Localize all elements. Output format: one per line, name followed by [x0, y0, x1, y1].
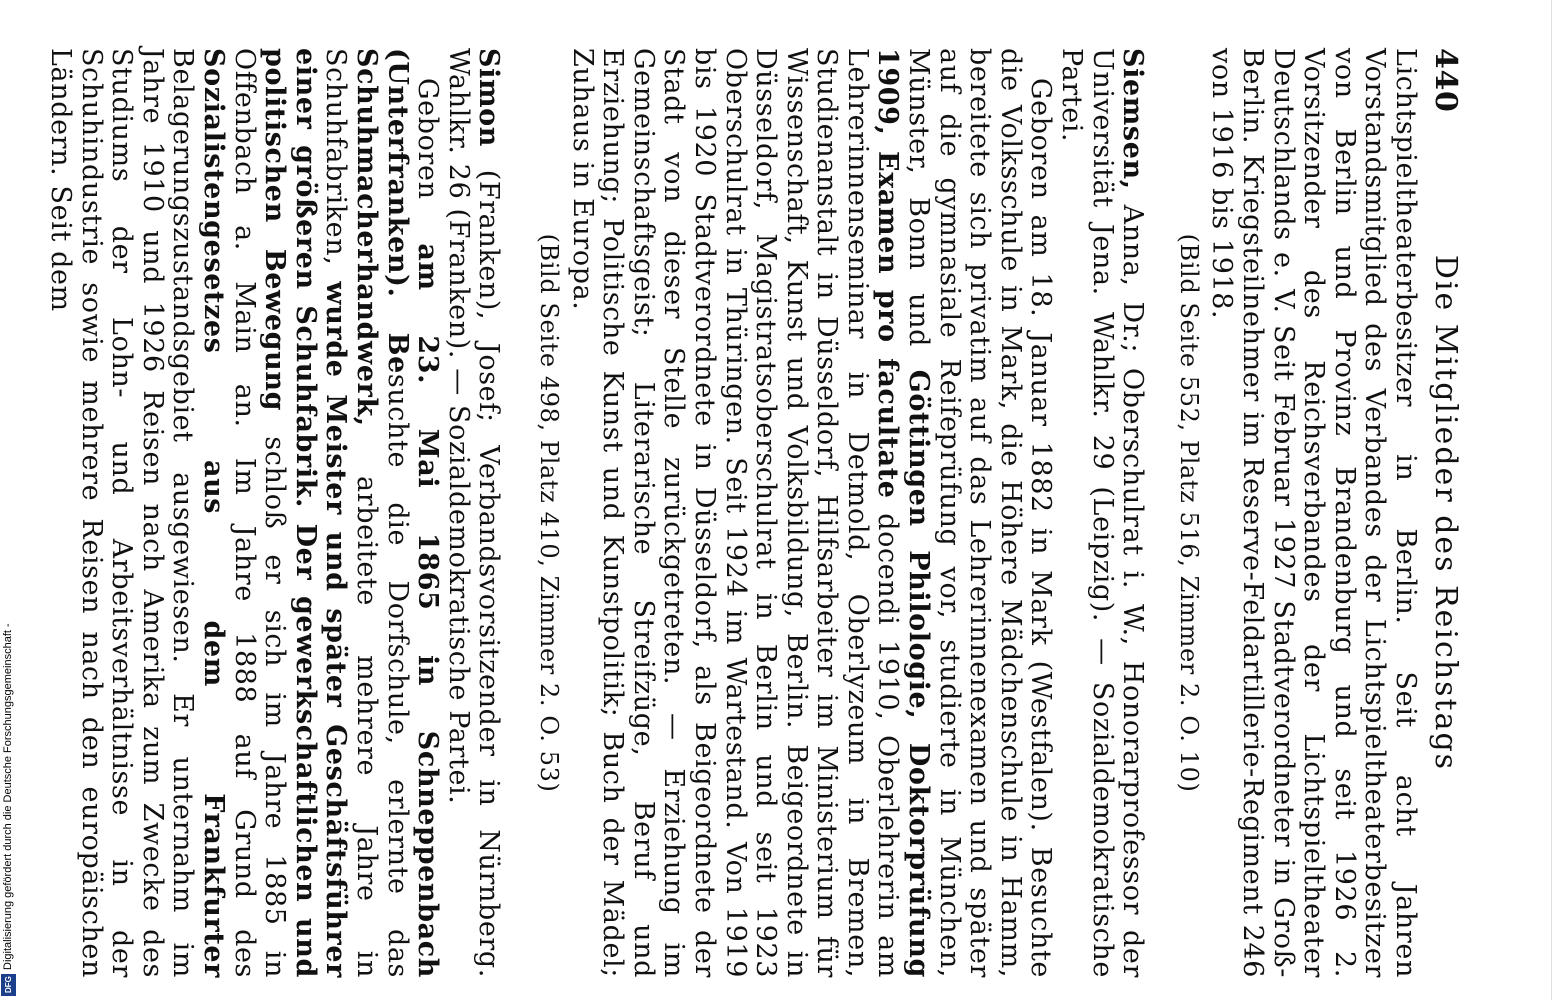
- picture-reference: (Bild Seite 552, Platz 516, Zimmer 2. O. 10): [1174, 233, 1203, 793]
- rotated-page: [45, 48, 1463, 978]
- bio-bold: Sozialistengesetzes aus dem Frankfurter: [198, 48, 230, 978]
- bio-bold: am 23. Mai 1865 in Schneppenbach (Unterfranken). Be: [381, 48, 444, 978]
- bio-text: Belagerungszustandsgebiet ausgewiesen. Er unternahm im Jahre 1910 und 1926 Reisen nach Amerika zum Zwecke des Studiums der Lohn- und Arbeitsverhältnisse in der Schuhindustrie sowie mehrere Reisen nach den europäischen Ländern. Seit dem: [45, 48, 199, 978]
- entry-heading: [1055, 48, 1147, 978]
- entry-heading: [442, 48, 503, 978]
- bio-bold: wurde Meister und später Geschäftsführer einer größeren Schuhfabrik. Der gewerkschaftlichen und politischen Bewegung: [259, 48, 352, 978]
- dfg-logo: DFG: [1, 974, 16, 996]
- entry-title: (Franken), Josef; Verbandsvorsitzender in Nürnberg. Wahlkr. 26 (Franken). — Sozialdemokratische Partei.: [442, 48, 505, 978]
- bio-text: schloß er sich im Jahre 1885 in Offenbach a. Main an. Im Jahre 1888 auf Grund des: [228, 48, 291, 978]
- bio-text: suchte die Dorfschule, erlernte das: [381, 373, 413, 978]
- bio-text: Geboren am 18. Januar 1882 in Mark (Westfalen). Besuchte die Volksschule in Mark, die Höhere Mädchenschule in Hamm, bereitete sich privatim auf das Lehrerinnenexamen und später auf die gymnasiale Reifeprüfung vor, studierte in München, Münster, Bonn und: [903, 48, 1057, 978]
- digitization-credit: [0, 0, 18, 1000]
- entry-name: Siemsen,: [1117, 48, 1149, 190]
- running-head: Die Mitglieder des Reichstags: [1428, 254, 1463, 772]
- entry-name: Simon: [473, 48, 505, 147]
- entry-biography: [566, 48, 1056, 978]
- bio-bold: Göttingen Philologie, Doktorprüfung 1909, Examen pro facultate: [872, 48, 935, 978]
- entry-continuation: Lichtspieltheaterbesitzer in Berlin. Seit acht Jahren Vorstandsmitglied des Verbandes der Lichtspieltheaterbesitzer von Berlin und Provinz Brandenburg und seit 1926 2. Vorsitzender des Reichsverbandes der Lichtspieltheater Deutschlands e. V. Seit Februar 1927 Stadtverordneter in Groß-Berlin. Kriegsteilnehmer im Reserve-Feldartillerie-Regiment 246 von 1916 bis 1918.: [1206, 48, 1421, 978]
- bio-bold: Schuhmacherhandwerk,: [351, 48, 382, 427]
- bio-text: arbeitete mehrere Jahre in Schuhfabriken,: [320, 48, 382, 978]
- entry-title: Anna, Dr.; Oberschulrat i. W., Honorarprofessor der Universität Jena. Wahlkr. 29 (Leipzig). — Sozialdemokratische Partei.: [1056, 48, 1149, 978]
- bio-text: Geboren: [412, 78, 444, 244]
- bio-text: docendi 1910, Oberlehrerin am Lehrerinnenseminar in Detmold, Oberlyzeum in Bremen, Studienanstalt in Düsseldorf, Hilfsarbeiter im Ministerium für Wissenschaft, Kunst und Volksbildung, Berlin. Beigeordnete in Düsseldorf, Magistratsoberschulrat in Berlin und seit 1923 Oberschulrat in Thüringen. Seit 1924 im Wartestand. Von 1919 bis 1920 Stadtverordnete in Düsseldorf, als Beigeordnete der Stadt von dieser Stelle zurückgetreten. — Erziehung im Gemeinschaftsgeist; Literarische Streifzüge, Beruf und Erziehung; Politische Kunst und Kunstpolitik; Buch der Mädel; Zuhaus in Europa.: [566, 48, 904, 978]
- page-header: [1426, 48, 1463, 978]
- entry-biography: [44, 48, 442, 978]
- credit-text: Digitalisierung gefördert durch die Deutsche Forschungsgemeinschaft -: [2, 623, 14, 970]
- page-number: 440: [1428, 48, 1463, 113]
- picture-reference: (Bild Seite 498, Platz 410, Zimmer 2. O. 53): [534, 233, 563, 793]
